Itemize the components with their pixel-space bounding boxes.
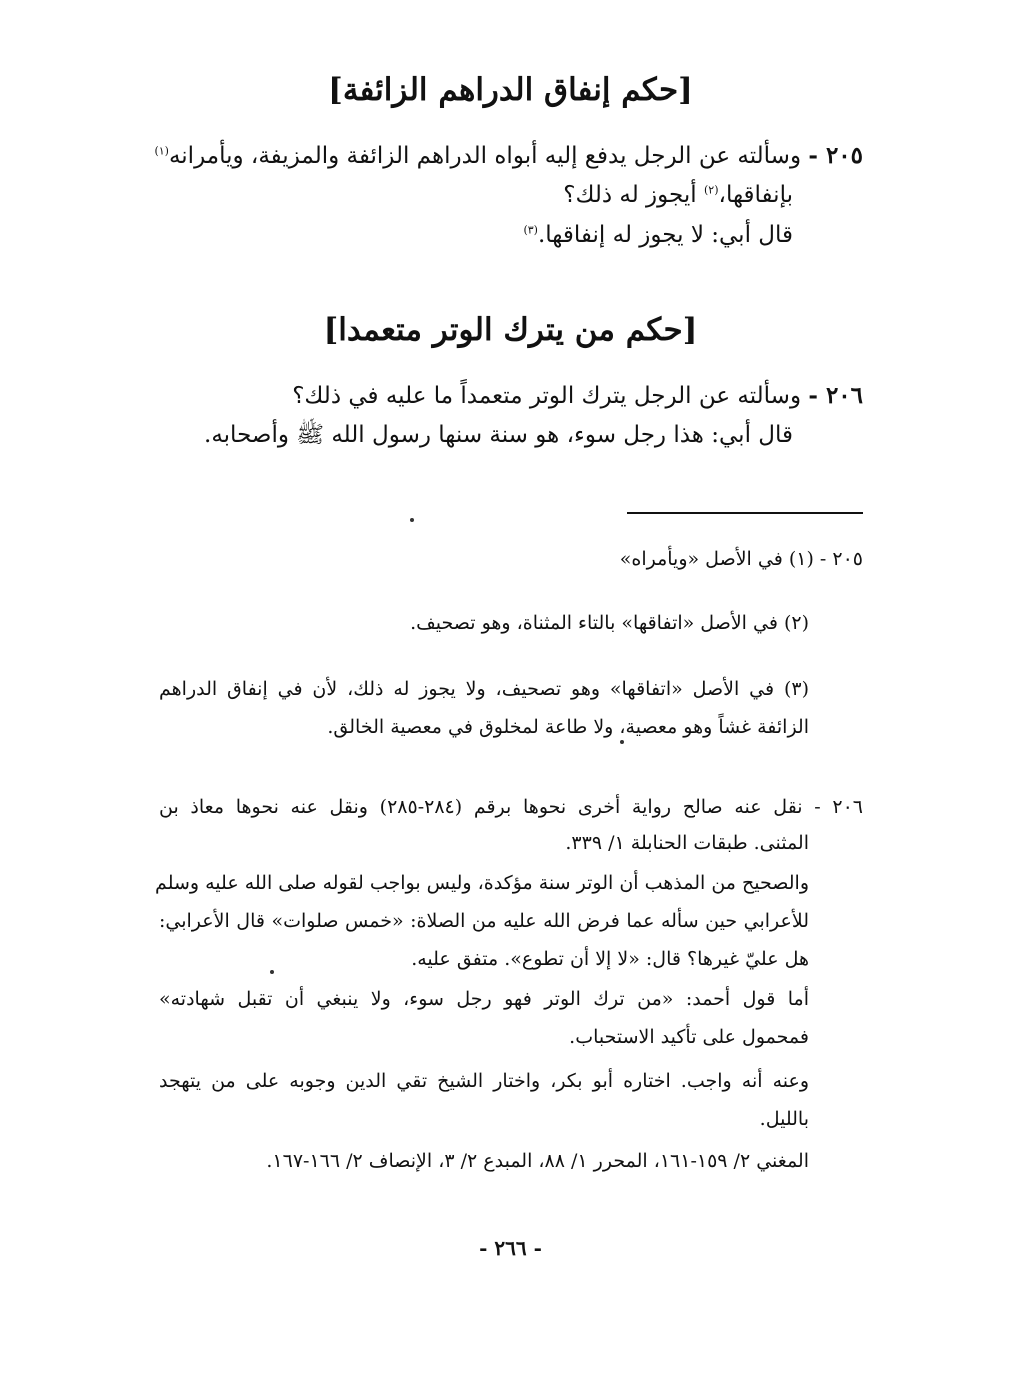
footnote-ref-2: (٢) bbox=[704, 183, 719, 197]
page-speck bbox=[410, 518, 414, 522]
footnote-205-1: ٢٠٥ - (١) في الأصل «ويأمراه» bbox=[619, 548, 863, 570]
page-speck bbox=[270, 970, 274, 974]
section-heading-2: [حكم من يترك الوتر متعمدا] bbox=[323, 312, 698, 348]
page-speck bbox=[620, 740, 624, 744]
footnote-206-line-6: أما قول أحمد: «من ترك الوتر فهو رجل سوء، ولا ينبغي أن تقبل شهادته» bbox=[159, 988, 809, 1010]
footnote-ref-3: (٣) bbox=[523, 223, 538, 237]
footnote-205-3-line-1: (٣) في الأصل «اتفاقها» وهو تصحيف، ولا يجوز له ذلك، لأن في إنفاق الدراهم bbox=[159, 678, 809, 700]
question-205-line-2 bbox=[563, 182, 793, 208]
footnote-206-line-4: للأعرابي حين سأله عما فرض الله عليه من الصلاة: «خمس صلوات» قال الأعرابي: bbox=[159, 910, 809, 932]
question-206-text: وسألته عن الرجل يترك الوتر متعمداً ما عليه في ذلك؟ bbox=[292, 383, 802, 409]
section-heading-1: [حكم إنفاق الدراهم الزائفة] bbox=[328, 72, 693, 108]
question-205-text: وسألته عن الرجل يدفع إليه أبواه الدراهم الزائفة والمزيفة، ويأمرانه bbox=[168, 143, 802, 169]
footnote-206-line-10: المغني ٢/ ١٥٩-١٦١، المحرر ١/ ٨٨، المبدع ٢/ ٣، الإنصاف ٢/ ١٦٦-١٦٧. bbox=[266, 1150, 809, 1172]
footnote-206-line-1: ٢٠٦ - نقل عنه صالح رواية أخرى نحوها برقم (٢٨٤-٢٨٥) ونقل عنه نحوها معاذ بن bbox=[159, 796, 863, 818]
footnote-206-line-7: فمحمول على تأكيد الاستحباب. bbox=[569, 1026, 809, 1048]
question-205-text-2a: بإنفاقها، bbox=[718, 182, 793, 208]
footnote-ref-1: (١) bbox=[154, 144, 169, 158]
question-206-number: ٢٠٦ - bbox=[808, 382, 863, 409]
footnote-206-line-8: وعنه أنه واجب. اختاره أبو بكر، واختار الشيخ تقي الدين وجوبه على من يتهجد bbox=[159, 1070, 809, 1092]
footnote-separator bbox=[627, 512, 863, 514]
footnote-205-2: (٢) في الأصل «اتفاقها» بالتاء المثناة، وهو تصحيف. bbox=[410, 612, 809, 634]
question-205-text-2b: أيجوز له ذلك؟ bbox=[563, 182, 697, 208]
question-205-line-1 bbox=[154, 142, 863, 169]
footnote-205-3-line-2: الزائفة غشاً وهو معصية، ولا طاعة لمخلوق في معصية الخالق. bbox=[327, 716, 809, 738]
footnote-206-line-5: هل عليّ غيرها؟ قال: «لا إلا أن تطوع». متفق عليه. bbox=[411, 948, 809, 970]
answer-205 bbox=[523, 222, 793, 248]
page-number: - ٢٦٦ - bbox=[479, 1236, 542, 1260]
footnote-206-line-9: بالليل. bbox=[759, 1108, 809, 1130]
footnote-206-line-2: المثنى. طبقات الحنابلة ١/ ٣٣٩. bbox=[565, 832, 809, 854]
footnote-206-line-3: والصحيح من المذهب أن الوتر سنة مؤكدة، وليس بواجب لقوله صلى الله عليه وسلم bbox=[155, 872, 809, 894]
answer-205-text: قال أبي: لا يجوز له إنفاقها. bbox=[537, 222, 793, 248]
question-205-number: ٢٠٥ - bbox=[808, 142, 863, 169]
answer-206: قال أبي: هذا رجل سوء، هو سنة سنها رسول الله ﷺ وأصحابه. bbox=[204, 422, 793, 448]
question-206 bbox=[292, 382, 863, 409]
